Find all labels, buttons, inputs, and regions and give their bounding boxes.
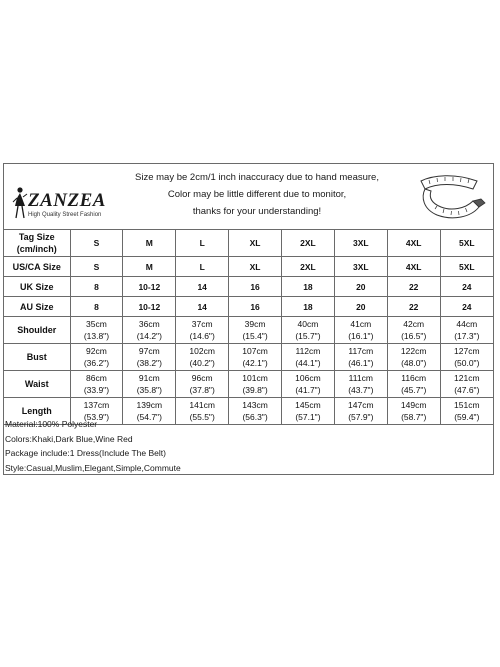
table-cell: 10-12	[123, 297, 176, 317]
cell-line: 86cm	[86, 373, 107, 383]
cell-line: (54.7")	[136, 412, 162, 422]
cell-line: (13.8")	[83, 331, 110, 341]
row-label	[4, 230, 70, 257]
cell-line: (45.7")	[401, 385, 427, 395]
cell-line: (59.4")	[454, 412, 480, 422]
cell-line: (14.6")	[189, 331, 215, 341]
notice-line: thanks for your understanding!	[192, 206, 322, 217]
table-cell: 22	[387, 297, 440, 317]
cell-line: 101cm	[242, 373, 268, 383]
measure-cell	[176, 317, 229, 344]
brand-name: ZANZEA	[28, 190, 106, 211]
measure-cell	[70, 344, 123, 371]
chart-header	[4, 164, 493, 230]
brand-logo	[10, 186, 130, 220]
brand-tagline: High Quality Street Fashion	[28, 212, 102, 218]
measure-cell	[70, 317, 123, 344]
cell-line: 91cm	[138, 373, 160, 383]
size-header-cell: 2XL	[282, 230, 335, 257]
table-cell: 8	[70, 297, 123, 317]
table-cell: 24	[440, 277, 493, 297]
table-cell: S	[70, 257, 123, 277]
measure-cell	[176, 344, 229, 371]
table-cell: 14	[176, 277, 229, 297]
cell-line: 44cm	[456, 319, 478, 329]
size-table	[4, 230, 493, 425]
cell-line: (43.7")	[348, 385, 374, 395]
cell-line: (38.2")	[136, 358, 162, 368]
cell-line: (16.1")	[348, 331, 374, 341]
size-header-cell: 5XL	[440, 230, 493, 257]
cell-line: (17.3")	[454, 331, 480, 341]
measure-cell	[387, 371, 440, 398]
table-cell: 20	[334, 277, 387, 297]
measure-cell	[123, 317, 176, 344]
cell-line: (46.1")	[348, 358, 374, 368]
cell-line: (41.7")	[295, 385, 321, 395]
table-cell: 10-12	[123, 277, 176, 297]
table-row	[4, 230, 493, 257]
cell-line: 145cm	[295, 400, 321, 410]
measurement-notice	[122, 169, 392, 220]
notice-line: Color may be little different due to monitor,	[167, 189, 347, 200]
measure-cell	[334, 371, 387, 398]
cell-line: (40.2")	[189, 358, 215, 368]
detail-line: Style:Casual,Muslim,Elegant,Simple,Commute	[5, 462, 181, 473]
cell-line: 147cm	[348, 400, 374, 410]
row-label: Waist	[4, 371, 70, 398]
cell-line: 107cm	[242, 346, 268, 356]
cell-line: 143cm	[242, 400, 268, 410]
size-header-cell: L	[176, 230, 229, 257]
table-cell: 5XL	[440, 257, 493, 277]
cell-line: (44.1")	[295, 358, 321, 368]
table-cell: L	[176, 257, 229, 277]
detail-line: Material:100% Polyester	[5, 419, 98, 429]
table-cell: 8	[70, 277, 123, 297]
cell-line: 149cm	[400, 400, 427, 410]
table-cell: 3XL	[334, 257, 387, 277]
cell-line: 141cm	[189, 400, 215, 410]
cell-line: (53.9")	[83, 412, 110, 422]
size-header-cell: 4XL	[387, 230, 440, 257]
cell-line: (15.4")	[242, 331, 268, 341]
cell-line: (36.2")	[83, 358, 110, 368]
table-row	[4, 371, 493, 398]
table-row	[4, 297, 493, 317]
cell-line: 127cm	[454, 346, 480, 356]
cell-line: 151cm	[454, 400, 480, 410]
measure-cell	[70, 371, 123, 398]
cell-line: 42cm	[403, 319, 425, 329]
cell-line: (39.8")	[242, 385, 268, 395]
measure-cell	[282, 371, 335, 398]
cell-line: (55.5")	[189, 412, 215, 422]
row-label: Bust	[4, 344, 70, 371]
cell-line: (50.0")	[454, 358, 480, 368]
measure-cell	[282, 344, 335, 371]
table-row	[4, 344, 493, 371]
cell-line: 102cm	[189, 346, 215, 356]
cell-line: 116cm	[401, 373, 427, 383]
measure-cell	[176, 371, 229, 398]
row-label: US/CA Size	[4, 257, 70, 277]
size-header-cell: S	[70, 230, 123, 257]
cell-line: (14.2")	[136, 331, 162, 341]
cell-line: (cm/inch)	[16, 244, 57, 254]
cell-line: 97cm	[138, 346, 160, 356]
table-cell: 16	[229, 297, 282, 317]
cell-line: (57.1")	[295, 412, 321, 422]
cell-line: (37.8")	[189, 385, 215, 395]
measure-cell	[229, 344, 282, 371]
row-label: Shoulder	[4, 317, 70, 344]
table-cell: 20	[334, 297, 387, 317]
measure-cell	[282, 317, 335, 344]
table-cell: 14	[176, 297, 229, 317]
cell-line: (15.7")	[295, 331, 321, 341]
cell-line: 36cm	[138, 319, 160, 329]
cell-line: 139cm	[136, 400, 163, 410]
cell-line: 37cm	[191, 319, 213, 329]
detail-line: Colors:Khaki,Dark Blue,Wine Red	[5, 433, 133, 444]
measure-cell	[123, 371, 176, 398]
cell-line: (56.3")	[242, 412, 268, 422]
measure-cell	[229, 371, 282, 398]
measure-cell	[334, 317, 387, 344]
measure-cell	[334, 344, 387, 371]
measure-cell	[229, 317, 282, 344]
cell-line: 106cm	[295, 373, 321, 383]
cell-line: 39cm	[244, 319, 266, 329]
measuring-tape-icon	[415, 171, 487, 223]
notice-line: Size may be 2cm/1 inch inaccuracy due to hand measure,	[135, 172, 379, 183]
fashion-figure-icon	[10, 186, 28, 220]
cell-line: 35cm	[86, 319, 107, 329]
cell-line: (33.9")	[83, 385, 110, 395]
row-label: Length	[4, 398, 70, 425]
table-cell: 2XL	[282, 257, 335, 277]
row-label: AU Size	[4, 297, 70, 317]
cell-line: (42.1")	[242, 358, 268, 368]
cell-line: 40cm	[297, 319, 319, 329]
cell-line: 41cm	[350, 319, 372, 329]
cell-line: (57.9")	[348, 412, 374, 422]
table-cell: 18	[282, 277, 335, 297]
cell-line: 111cm	[348, 373, 373, 383]
table-cell: 4XL	[387, 257, 440, 277]
table-cell: M	[123, 257, 176, 277]
table-cell: 16	[229, 277, 282, 297]
measure-cell	[440, 317, 493, 344]
cell-line: (47.6")	[454, 385, 480, 395]
cell-line: (58.7")	[401, 412, 427, 422]
table-cell: 22	[387, 277, 440, 297]
cell-line: 112cm	[295, 346, 321, 356]
cell-line: (16.5")	[401, 331, 427, 341]
measure-cell	[440, 371, 493, 398]
cell-line: 122cm	[400, 346, 427, 356]
measure-cell	[387, 344, 440, 371]
cell-line: 121cm	[454, 373, 480, 383]
row-label: UK Size	[4, 277, 70, 297]
cell-line: 117cm	[348, 346, 374, 356]
cell-line: 92cm	[86, 346, 107, 356]
measure-cell	[387, 317, 440, 344]
measure-cell	[440, 344, 493, 371]
size-header-cell: 3XL	[334, 230, 387, 257]
table-row	[4, 317, 493, 344]
detail-line: Package include:1 Dress(Include The Belt)	[5, 448, 166, 458]
cell-line: Tag Size	[18, 232, 55, 242]
table-cell: 24	[440, 297, 493, 317]
cell-line: (48.0")	[401, 358, 427, 368]
size-header-cell: M	[123, 230, 176, 257]
table-cell: 18	[282, 297, 335, 317]
cell-line: 137cm	[83, 400, 110, 410]
size-chart	[3, 163, 494, 475]
table-row	[4, 257, 493, 277]
size-header-cell: XL	[229, 230, 282, 257]
product-details	[4, 417, 494, 475]
cell-line: 96cm	[191, 373, 213, 383]
table-cell: XL	[229, 257, 282, 277]
table-row	[4, 277, 493, 297]
measure-cell	[123, 344, 176, 371]
cell-line: (35.8")	[136, 385, 162, 395]
